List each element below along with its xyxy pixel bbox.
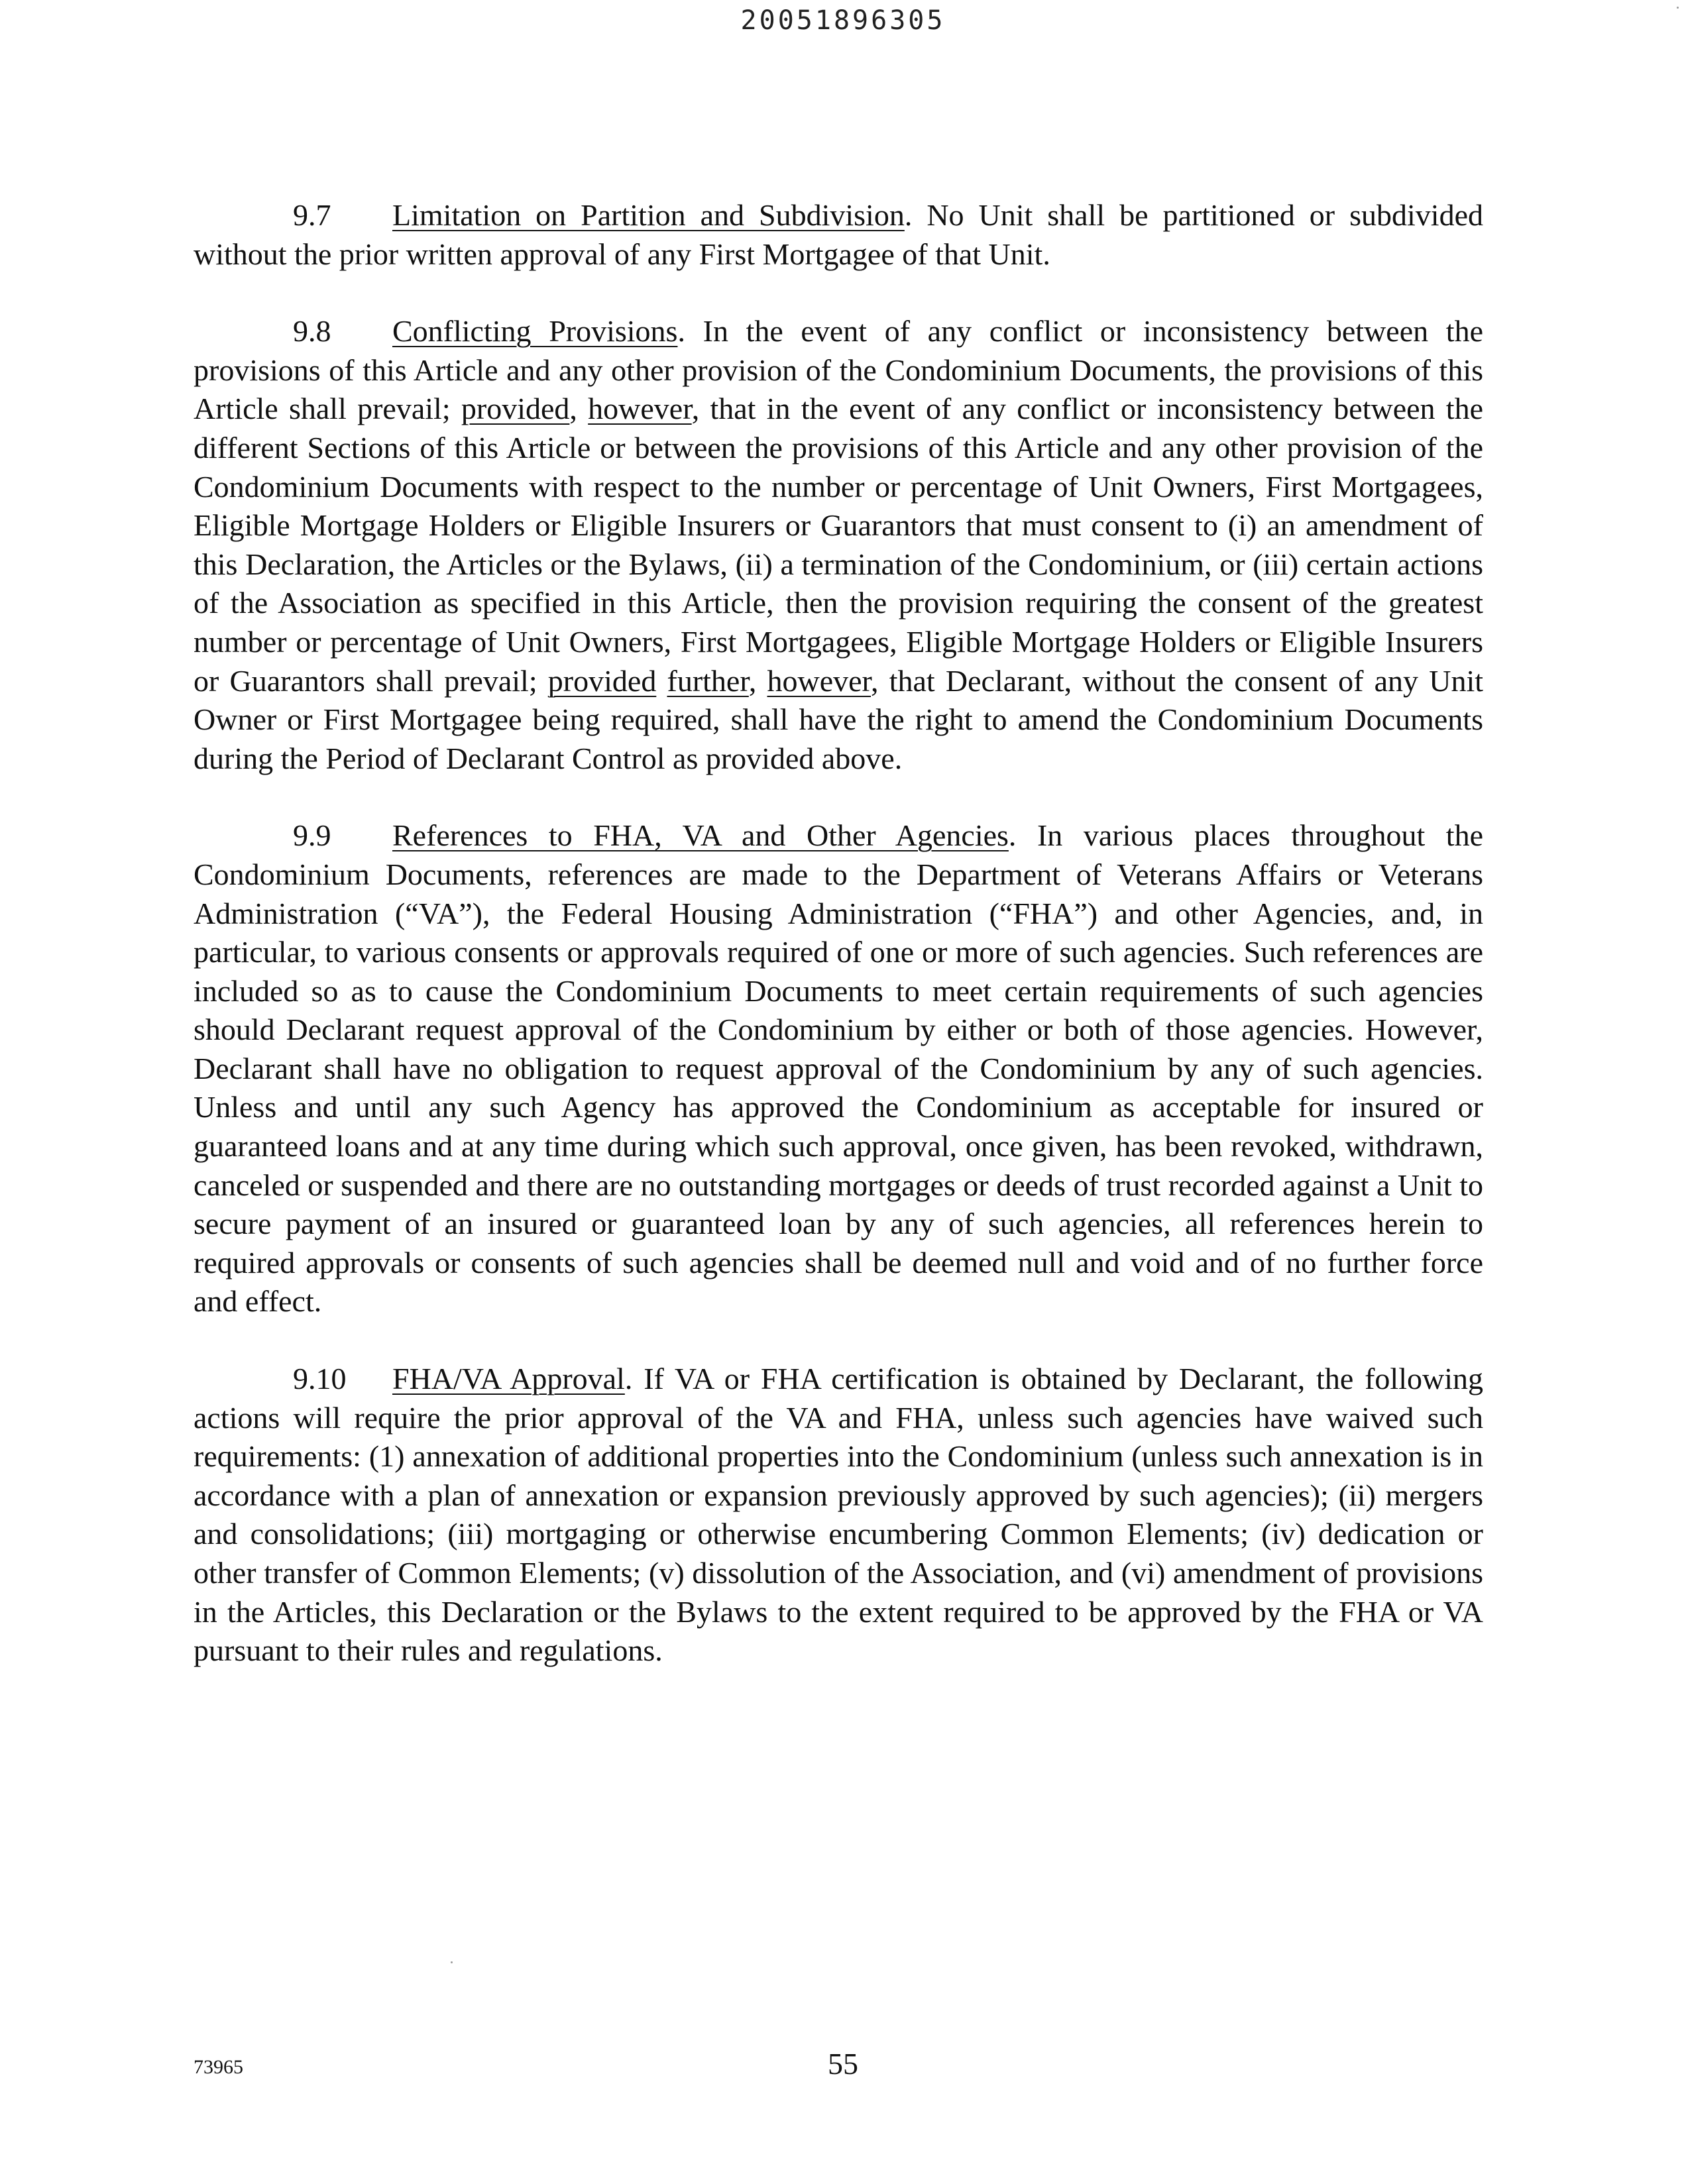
section-heading: FHA/VA Approval (392, 1362, 625, 1396)
section-text: , (569, 392, 589, 426)
section-9-7 (194, 196, 1483, 274)
underlined-term: further (667, 663, 749, 698)
footer-document-id: 73965 (194, 2056, 243, 2078)
section-9-10 (194, 1360, 1483, 1670)
underlined-term: provided (461, 392, 570, 426)
section-paragraph (194, 196, 1483, 274)
section-text: . If VA or FHA certification is obtained by Declarant, the following actions will require the prior approval of the VA and FHA, unless such agencies have waived such requirements: (1) annexation of additional properties into the Condominium (unless such annexation is in accordance with a plan of annexation or expansion previously approved by such agencies); (ii) mergers and consolidations; (iii) mortgaging or otherwise encumbering Common Elements; (iv) dedication or other transfer of Common Elements; (v) dissolution of the Association, and (vi) amendment of provisions in the Articles, this Declaration or the Bylaws to the extent required to be approved by the FHA or VA pursuant to their rules and regulations. (194, 1362, 1483, 1668)
section-paragraph (194, 816, 1483, 1321)
scan-speck (1677, 7, 1679, 9)
section-text: , that in the event of any conflict or inconsistency between the different Sections of this Article or between the provisions of this Article and any other provision of the Condominium Documents with respect to the number or percentage of Unit Owners, First Mortgagees, Eligible Mortgage Holders or Eligible Insurers or Guarantors that must consent to (i) an amendment of this Declaration, the Articles or the Bylaws, (ii) a termination of the Condominium, or (iii) certain actions of the Association as specified in this Article, then the provision requiring the consent of the greatest number or percentage of Unit Owners, First Mortgagees, Eligible Mortgage Holders or Eligible Insurers or Guarantors shall prevail; (194, 392, 1483, 698)
section-9-9 (194, 816, 1483, 1321)
section-paragraph (194, 1360, 1483, 1670)
underlined-term: however (767, 663, 871, 698)
section-paragraph (194, 312, 1483, 778)
scan-speck (451, 1961, 453, 1963)
section-number: 9.8 (293, 314, 331, 349)
section-text: . In the event of any conflict or inconsistency between the provisions of this Article and any other provision of the Condominium Documents, the provisions of this Article shall prevail; (194, 314, 1483, 426)
section-text: . No Unit shall be partitioned or subdivided without the prior written approval of any First Mortgagee of that Unit. (194, 198, 1483, 271)
section-9-8 (194, 312, 1483, 778)
section-number: 9.9 (293, 818, 331, 853)
section-heading: Conflicting Provisions (392, 314, 678, 349)
document-body (194, 196, 1483, 1709)
section-heading: References to FHA, VA and Other Agencies (392, 818, 1009, 853)
underlined-term: provided (547, 663, 657, 698)
section-text (656, 664, 667, 698)
section-number: 9.10 (293, 1362, 347, 1396)
page-number: 55 (828, 2047, 858, 2081)
section-text: , that Declarant, without the consent of any Unit Owner or First Mortgagee being required, shall have the right to amend the Condominium Documents during the Period of Declarant Control as provided above. (194, 663, 1484, 775)
underlined-term: however (588, 392, 692, 426)
section-number: 9.7 (293, 198, 331, 232)
section-text: . In various places throughout the Condominium Documents, references are made to the Department of Veterans Affairs or Veterans Administration (“VA”), the Federal Housing Administration (“FHA”) and other Agencies, and, in particular, to various consents or approvals required of one or more of such agencies. Such references are included so as to cause the Condominium Documents to meet certain requirements of such agencies should Declarant request approval of the Condominium by either or both of those agencies. However, Declarant shall have no obligation to request approval of the Condominium by any of such agencies. Unless and until any such Agency has approved the Condominium as acceptable for insured or guaranteed loans and at any time during which such approval, once given, has been revoked, withdrawn, canceled or suspended and there are no outstanding mortgages or deeds of trust recorded against a Unit to secure payment of an insured or guaranteed loan by any of such agencies, all references herein to required approvals or consents of such agencies shall be deemed null and void and of no further force and effect. (194, 818, 1483, 1319)
document-number: 20051896305 (740, 5, 946, 36)
section-heading: Limitation on Partition and Subdivision (392, 198, 905, 232)
section-text: , (748, 663, 767, 698)
